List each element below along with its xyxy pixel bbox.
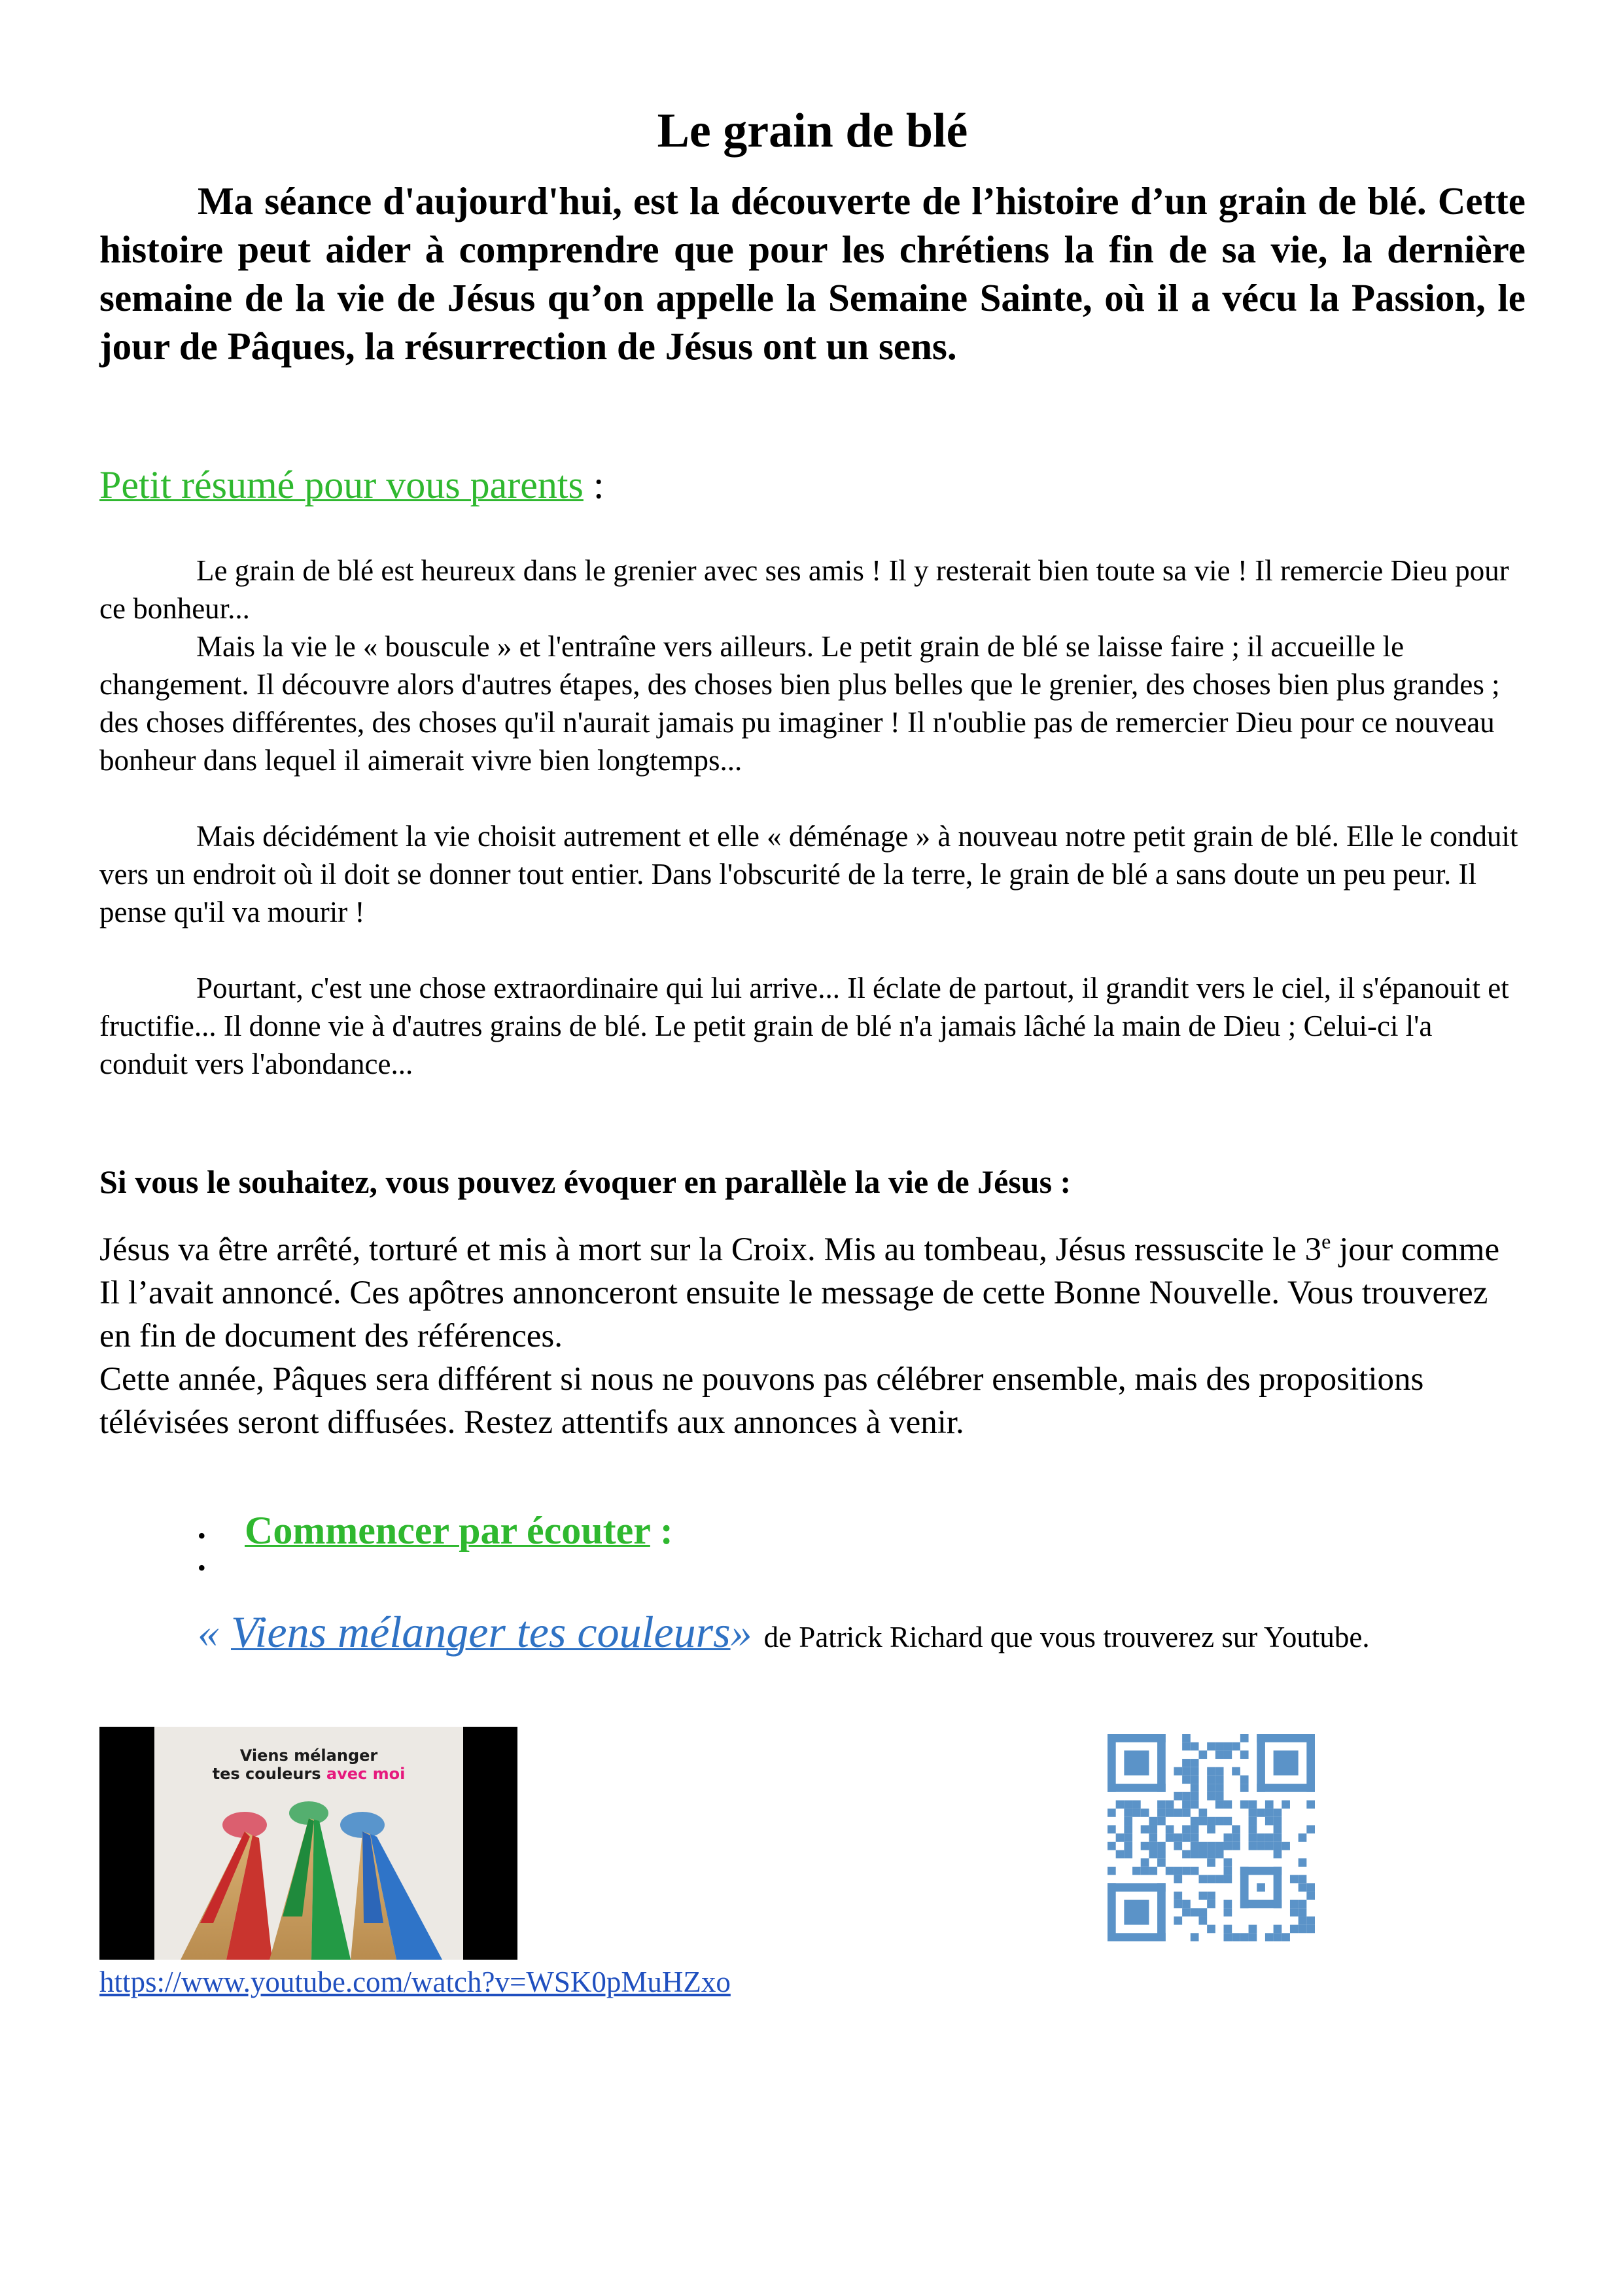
summary-text (99, 552, 1526, 1083)
summary-heading-link[interactable]: Petit résumé pour vous parents (99, 463, 584, 506)
ordinal-superscript: e (1321, 1229, 1331, 1253)
summary-heading-suffix: : (583, 463, 604, 506)
video-thumbnail[interactable] (99, 1727, 517, 1960)
youtube-url-link[interactable]: https://www.youtube.com/watch?v=WSK0pMuHZxo (99, 1966, 731, 1998)
listen-heading (245, 1508, 673, 1553)
open-quote: « (198, 1609, 219, 1657)
page-title: Le grain de blé (657, 104, 968, 158)
listen-link[interactable]: Commencer par écouter (245, 1509, 650, 1552)
song-line (99, 1606, 1526, 1658)
parallel-text-b: jour comme Il l’avait annoncé. Ces apôtres annonceront ensuite le message de cette Bonne Nouvelle. Vous trouverez en fin de document des références. (99, 1231, 1500, 1354)
summary-paragraph: Le grain de blé est heureux dans le grenier avec ses amis ! Il y resterait bien toute sa vie ! Il remercie Dieu pour ce bonheur... (99, 554, 1509, 625)
bullet-list (99, 1508, 1526, 1600)
list-item (198, 1508, 1526, 1554)
close-quote: » (730, 1609, 752, 1657)
summary-heading (99, 459, 1526, 511)
thumbnail-image (154, 1727, 463, 1960)
parallel-text-c: Cette année, Pâques sera différent si nous ne pouvons pas célébrer ensemble, mais des propositions télévisées seront diffusées. Restez attentifs aux annonces à venir. (99, 1361, 1424, 1441)
bullet-icon: • (198, 1555, 206, 1581)
parallel-heading: Si vous le souhaitez, vous pouvez évoquer en parallèle la vie de Jésus : (99, 1163, 1072, 1200)
listen-suffix: : (650, 1509, 673, 1552)
thumbnail-caption-line1: Viens mélanger (239, 1746, 378, 1765)
bullet-icon: • (198, 1523, 206, 1549)
colored-pencils-illustration (154, 1727, 463, 1960)
summary-paragraph: Pourtant, c'est une chose extraordinaire qui lui arrive... Il éclate de partout, il grandit vers le ciel, il s'épanouit et fructifie... Il donne vie à d'autres grains de blé. Le petit grain de blé n'a jamais lâché la main de Dieu ; Celui-ci l'a conduit vers l'abondance... (99, 972, 1509, 1080)
thumbnail-caption-a: tes couleurs (212, 1765, 326, 1783)
parallel-text-a: Jésus va être arrêté, torturé et mis à mort sur la Croix. Mis au tombeau, Jésus ressuscite le 3 (99, 1231, 1322, 1268)
summary-paragraph: Mais la vie le « bouscule » et l'entraîne vers ailleurs. Le petit grain de blé se laisse faire ; il accueille le changement. Il découvre alors d'autres étapes, des choses bien plus belles que le grenier, des choses bien plus grandes ; des choses différentes, des choses qu'il n'aurait jamais pu imaginer ! Il n'oublie pas de remercier Dieu pour ce nouveau bonheur dans lequel il aimerait vivre bien longtemps... (99, 630, 1500, 777)
qr-code-icon[interactable] (1108, 1734, 1315, 1941)
document-page (99, 98, 1526, 1658)
summary-paragraph: Mais décidément la vie choisit autrement et elle « déménage » à nouveau notre petit grain de blé. Elle le conduit vers un endroit où il doit se donner tout entier. Dans l'obscurité de la terre, le grain de blé a sans doute un peu peur. Il pense qu'il va mourir ! (99, 820, 1518, 928)
intro-paragraph: Ma séance d'aujourd'hui, est la découverte de l’histoire d’un grain de blé. Cette histoire peut aider à comprendre que pour les chrétiens la fin de sa vie, la dernière semaine de la vie de Jésus qu’on appelle la Semaine Sainte, où il a vécu la Passion, le jour de Pâques, la résurrection de Jésus ont un sens. (99, 179, 1526, 368)
list-item (198, 1554, 1526, 1600)
thumbnail-caption-b: avec moi (326, 1765, 406, 1783)
song-title-link[interactable]: Viens mélanger tes couleurs (231, 1607, 731, 1657)
parallel-paragraph (99, 1228, 1526, 1444)
song-description: de Patrick Richard que vous trouverez sur Youtube. (763, 1621, 1370, 1653)
